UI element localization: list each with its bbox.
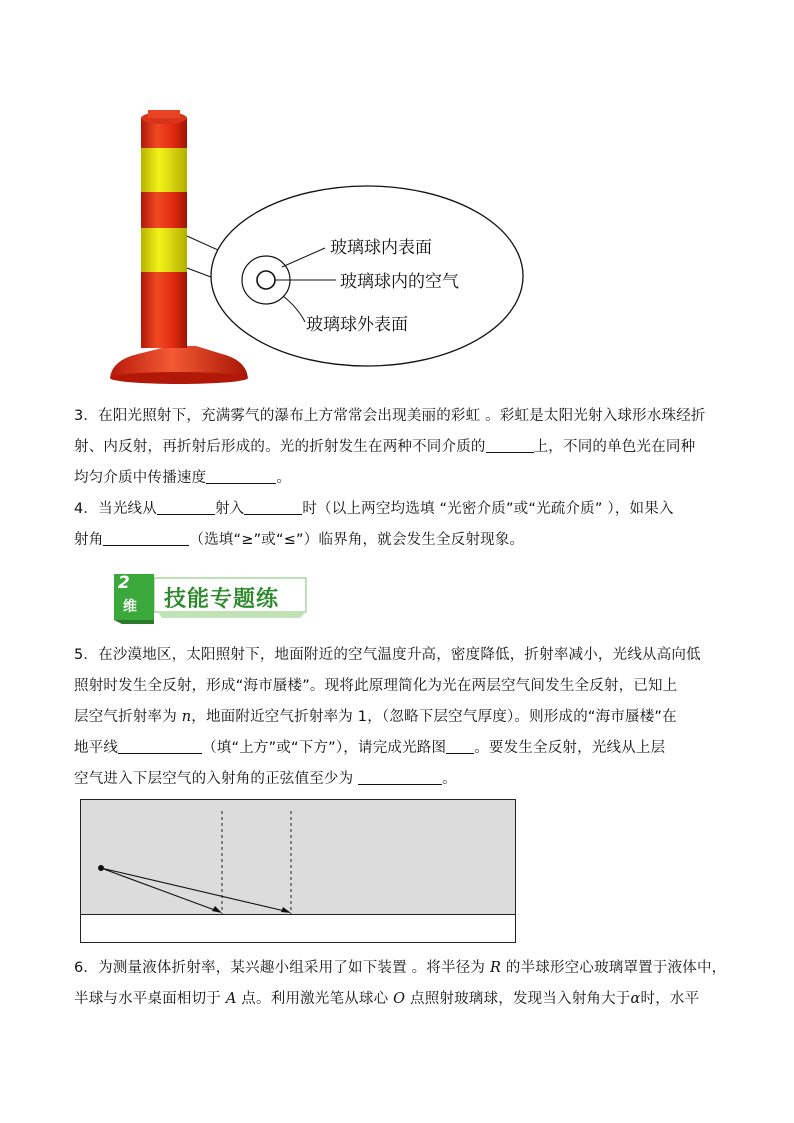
q3-blank-1[interactable]: [486, 436, 534, 453]
q3-line-1: 3．在阳光照射下，充满雾气的瀑布上方常常会出现美丽的彩虹 。彩虹是太阳光射入球形水珠经折: [74, 408, 706, 424]
bollard-figure: [100, 108, 540, 388]
question-6: [74, 953, 727, 1015]
q3-text: 。: [276, 470, 292, 486]
q3-line-2: [74, 432, 724, 463]
q6-text: 点照射玻璃球，发现当入射角大于: [405, 991, 631, 1007]
q4-blank-3[interactable]: [103, 529, 189, 546]
q3-blank-2[interactable]: [206, 467, 276, 484]
q4-text: 射角: [74, 532, 104, 548]
q3-line-3: [74, 463, 724, 494]
q5-text: 空气进入下层空气的入射角的正弦值至少为: [74, 771, 359, 787]
reflective-band-lower: [141, 228, 187, 272]
q6-var-o: O: [393, 991, 406, 1007]
mirage-diagram: [80, 799, 518, 945]
q3-text: 上，不同的单色光在同种: [533, 439, 696, 455]
q5-blank-3[interactable]: [358, 768, 442, 785]
q5-text: （填“上方”或“下方”），请完成光路图: [202, 740, 447, 756]
question-3: [74, 401, 724, 494]
q6-text: 6．为测量液体折射率，某兴趣小组采用了如下装置 。将半径为: [74, 960, 490, 976]
q5-line-3: [74, 702, 724, 733]
label-outer-surface: 玻璃球外表面: [306, 315, 408, 335]
q5-text: 。: [442, 771, 457, 787]
q5-line-1: 5．在沙漠地区，太阳照射下，地面附近的空气温度升高，密度降低，折射率减小，光线从高向低: [74, 647, 701, 663]
upper-air-layer: [81, 800, 516, 915]
label-inner-surface: 玻璃球内表面: [330, 238, 432, 258]
q6-text: 时，水平: [640, 991, 700, 1007]
label-inner-air: 玻璃球内的空气: [340, 272, 459, 292]
q5-line-4: [74, 733, 724, 764]
q3-text: 射、内反射，再折射后形成的。光的折射发生在两种不同介质的: [74, 439, 486, 455]
q4-text: （选填“≥”或“≤”）临界角，就会发生全反射现象。: [189, 532, 525, 548]
q5-var-n: n: [181, 709, 192, 725]
q5-text: 地平线: [74, 740, 119, 756]
q4-text: 4．当光线从: [74, 501, 157, 517]
q6-text: 点。利用激光笔从球心: [236, 991, 394, 1007]
q5-line-2: 照射时发生全反射，形成“海市蜃楼”。现将此原理简化为光在两层空气间发生全反射，已知上: [74, 678, 678, 694]
q4-line-1: [74, 494, 724, 525]
question-4: [74, 494, 724, 556]
q4-blank-2[interactable]: [244, 498, 302, 515]
section-title: 技能专题练: [164, 587, 280, 612]
question-5: [74, 640, 724, 795]
q5-text: ，地面附近空气折射率为 1，（忽略下层空气厚度）。则形成的“海市蜃楼”在: [191, 709, 677, 725]
q5-blank-2[interactable]: [446, 737, 474, 754]
q5-blank-1[interactable]: [118, 737, 202, 754]
q5-line-5: [74, 764, 724, 795]
q3-text: 均匀介质中传播速度: [74, 470, 207, 486]
q6-text: 半球与水平桌面相切于: [74, 991, 226, 1007]
badge-number: 2: [118, 573, 130, 593]
q5-text: 。要发生全反射，光线从上层: [474, 740, 666, 756]
q6-var-alpha: α: [630, 991, 641, 1007]
q4-text: 时（以上两空均选填 “光密介质”或“光疏介质” ），如果入: [302, 501, 674, 517]
q4-text: 射入: [214, 501, 245, 517]
q6-text: 的半球形空心玻璃罩置于液体中，: [501, 960, 727, 976]
q4-blank-1[interactable]: [157, 498, 215, 515]
q6-var-a: A: [225, 991, 237, 1007]
q6-line-2: [74, 984, 724, 1015]
q4-line-2: [74, 525, 724, 556]
q5-text: 层空气折射率为: [74, 709, 182, 725]
q6-line-1: [74, 953, 727, 984]
q6-var-r: R: [489, 960, 502, 976]
reflective-band-upper: [141, 148, 187, 192]
badge-char: 维: [123, 599, 137, 615]
ground-layer: [81, 915, 516, 943]
